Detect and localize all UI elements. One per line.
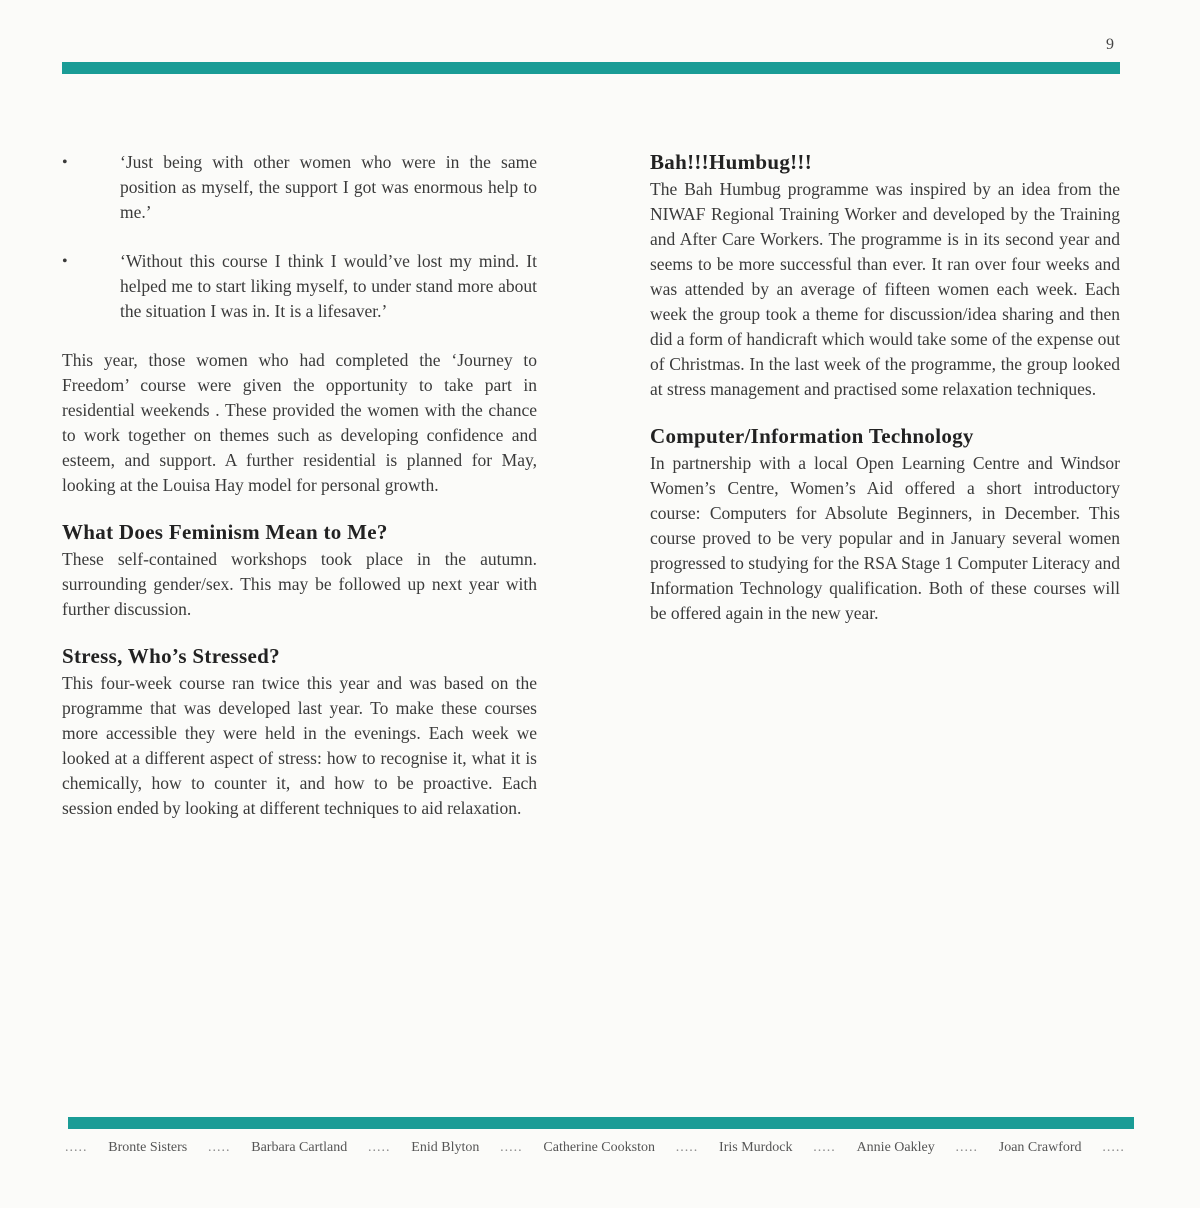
section-heading-bah-humbug: Bah!!!Humbug!!!: [650, 150, 813, 174]
quote-text: ‘Just being with other women who were in the same position as myself, the support I got was enormous help to me.’: [120, 152, 537, 222]
footer-name: Catherine Cookston: [543, 1140, 655, 1155]
right-column: [650, 150, 1120, 626]
footer-separator: .....: [813, 1140, 836, 1155]
footer-separator: .....: [500, 1140, 523, 1155]
section-heading-stress: Stress, Who’s Stressed?: [62, 644, 280, 668]
quote-bullet-2: [62, 249, 537, 324]
footer-separator: .....: [955, 1140, 978, 1155]
quote-text: ‘Without this course I think I would’ve lost my mind. It helped me to start liking myself, to under stand more about the situation I was in. It is a lifesaver.’: [120, 251, 537, 321]
footer-separator: .....: [675, 1140, 699, 1155]
intro-paragraph: This year, those women who had completed the ‘Journey to Freedom’ course were given the opportunity to take part in residential weekends . These provided the women with the chance to work together on themes such as developing confidence and esteem, and support. A further residential is planned for May, looking at the Louisa Hay model for personal growth.: [62, 350, 537, 495]
section-body-computer-it: In partnership with a local Open Learning Centre and Windsor Women’s Centre, Women’s Aid offered a short introductory course: Computers for Absolute Beginners, in December. This course proved to be very popular and in January several women progressed to studying for the RSA Stage 1 Computer Literacy and Information Technology qualification. Both of these courses will be offered again in the new year.: [650, 453, 1120, 623]
bullet-marker: •: [62, 154, 68, 171]
footer-name: Enid Blyton: [411, 1140, 480, 1155]
section-body-feminism: These self-contained workshops took place in the autumn. surrounding gender/sex. This may be followed up next year with further discussion.: [62, 549, 537, 619]
section-heading-feminism: What Does Feminism Mean to Me?: [62, 520, 388, 544]
left-column: [62, 150, 537, 821]
bottom-teal-rule: [68, 1117, 1134, 1129]
footer-separator: .....: [207, 1140, 231, 1155]
page-number: 9: [1106, 36, 1114, 53]
footer-name: Annie Oakley: [856, 1140, 935, 1155]
section-heading-computer-it: Computer/Information Technology: [650, 424, 974, 448]
section-body-bah-humbug: The Bah Humbug programme was inspired by an idea from the NIWAF Regional Training Worker and developed by the Training and After Care Workers. The programme is in its second year and seems to be more successful than ever. It ran over four weeks and was attended by an average of fifteen women each week. Each week the group took a theme for discussion/idea sharing and then did a form of handicraft which would take some of the expense out of Christmas. In the last week of the programme, the group looked at stress management and practised some relaxation techniques.: [650, 179, 1120, 399]
bullet-marker: •: [62, 253, 68, 270]
footer-name: Barbara Cartland: [251, 1140, 348, 1155]
footer-separator: .....: [368, 1140, 391, 1155]
footer-name: Bronte Sisters: [108, 1140, 188, 1155]
footer-separator: .....: [1102, 1140, 1125, 1155]
quote-bullet-1: [62, 150, 537, 225]
footer-name: Joan Crawford: [998, 1140, 1082, 1155]
top-teal-rule: [62, 62, 1120, 74]
footer-name: Iris Murdock: [719, 1140, 793, 1155]
section-body-stress: This four-week course ran twice this year and was based on the programme that was developed last year. To make these courses more accessible they were held in the evenings. Each week we looked at a different aspect of stress: how to recognise it, what it is chemically, how to counter it, and how to be proactive. Each session ended by looking at different techniques to aid relaxation.: [62, 673, 537, 818]
footer-names: [65, 1140, 1125, 1156]
footer-separator: .....: [65, 1140, 88, 1155]
